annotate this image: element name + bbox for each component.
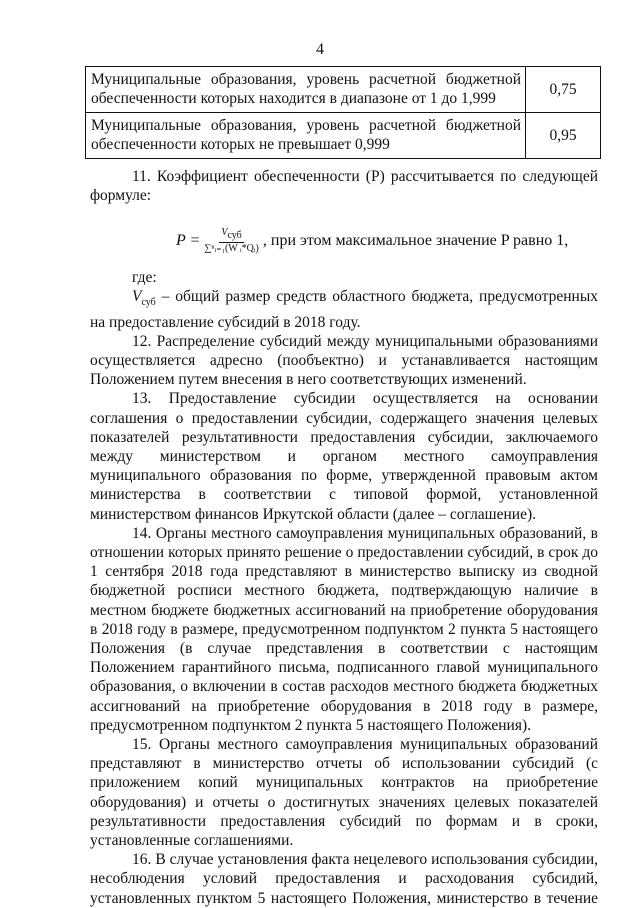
vsub-symbol: V bbox=[132, 288, 142, 306]
formula-fraction bbox=[202, 227, 261, 255]
table-row bbox=[86, 113, 601, 159]
table-cell-description: Муниципальные образования, уровень расчетной бюджетной обеспеченности которых находится в диапазоне от 1 до 1,999 bbox=[86, 67, 526, 113]
formula-numerator-symbol: V bbox=[221, 227, 228, 238]
paragraph-11: 11. Коэффициент обеспеченности (P) рассчитывается по следующей формуле: bbox=[90, 168, 598, 205]
paragraph-11-block bbox=[90, 167, 598, 205]
formula-numerator bbox=[219, 227, 243, 243]
where-label: где: bbox=[132, 269, 157, 286]
table-cell-value: 0,75 bbox=[526, 67, 601, 113]
paragraph-16: 16. В случае установления факта нецелевого использования субсидии, несоблюдения условий предоставления и расходования субсидий, установленных пунктом 5 настоящего Положения, министерство в течение bbox=[90, 851, 598, 907]
vsub-subscript: суб bbox=[141, 297, 156, 309]
table-row bbox=[86, 67, 601, 113]
paragraph-15: 15. Органы местного самоуправления муниципальных образований представляют в министерство отчеты об использовании субсидий (с приложением копий муниципальных контрактов на приобретение оборудования) и отчеты о достигнутых значениях целевых показателей результативности предоставления субсидий по формам и в сроки, установленные соглашениями. bbox=[90, 735, 598, 849]
page-number: 4 bbox=[316, 41, 324, 58]
formula-tail: , при этом максимальное значение P равно 1, bbox=[262, 232, 569, 249]
formula-lhs: P = bbox=[176, 232, 201, 249]
formula-denominator: ∑ⁿᵢ₌₁(W ᵢ*Qᵢ) bbox=[204, 243, 259, 254]
formula-numerator-subscript: суб bbox=[227, 230, 242, 241]
coefficient-table bbox=[85, 66, 601, 159]
table-cell-description: Муниципальные образования, уровень расчетной бюджетной обеспеченности которых не превышает 0,999 bbox=[86, 113, 526, 159]
main-text bbox=[90, 268, 598, 908]
vsub-text: – общий размер средств областного бюджета, предусмотренных на предоставление субсидий в 2018 году. bbox=[90, 288, 598, 331]
paragraph-14: 14. Органы местного самоуправления муниципальных образований, в отношении которых принято решение о предоставлении субсидий, в срок до 1 сентября 2018 года представляют в министерство выписку из сводной бюджетной росписи местного бюджета, подтверждающую наличие в местном бюджете бюджетных ассигнований на приобретение оборудования в 2018 году в размере, предусмотренном подпунктом 2 пункта 5 настоящего Положения (в случае представления в соответствии с настоящим Положением гарантийного письма, подписанного главой муниципального образования, о включении в состав расходов местного бюджета бюджетных ассигнований на приобретение оборудования в 2018 году в размере, предусмотренном подпунктом 2 пункта 5 настоящего Положения). bbox=[90, 524, 598, 734]
paragraph-12: 12. Распределение субсидий между муниципальными образованиями осуществляется адресно (пообъектно) и устанавливается настоящим Положением путем внесения в него соответствующих изменений. bbox=[90, 332, 598, 389]
paragraph-13: 13. Предоставление субсидии осуществляется на основании соглашения о предоставлении субсидии, содержащего значения целевых показателей результативности предоставления субсидии, заключаемого между министерством и органом местного самоуправления муниципального образования по форме, утвержденной правовым актом министерства в соответствии с типовой формой, установленной министерством финансов Иркутской области (далее – соглашение). bbox=[90, 390, 598, 523]
vsub-definition bbox=[90, 287, 598, 332]
table-cell-value: 0,95 bbox=[526, 113, 601, 159]
formula bbox=[176, 221, 568, 261]
